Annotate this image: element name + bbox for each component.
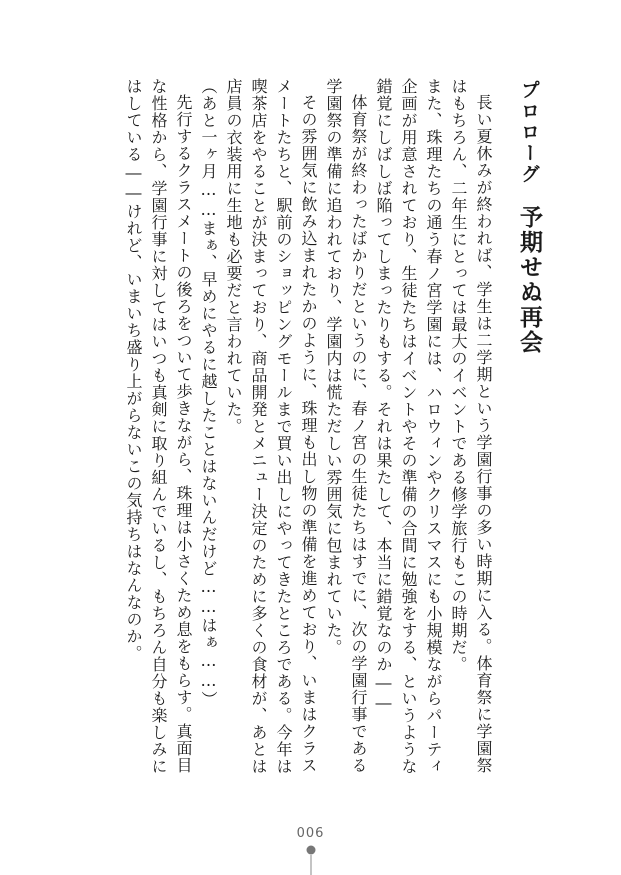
paragraph: 体育祭が終わったばかりだというのに、春ノ宮の生徒たちはすでに、次の学園行事である学園祭の準備に追われており、学園内は慌ただしい雰囲気に包まれていた。 [324,78,368,774]
paragraph: また、珠理たちの通う春ノ宮学園には、ハロウィンやクリスマスにも小規模ながらパーティ企画が用意されており、生徒たちはイベントやその準備の合間に勉強をする、というような錯覚にしばしば陥ってしまったりもする。それは果たして、本当に錯覚なのか―― [374,78,443,775]
paragraph: その雰囲気に飲み込まれたかのように、珠理も出し物の準備を進めており、いまはクラスメートたちと、駅前のショッピングモールまで買い出しにやってきたところである。今年は喫茶店をやることが決まっており、商品開発とメニュー決定のために多くの食材が、あとは店員の衣装用に生地も必要だと言われていた。 [224,78,318,775]
page-ornament-icon [303,842,319,875]
body-text [124,78,496,778]
chapter-title: 予期せぬ再会 [516,205,543,355]
paragraph: （あと一ヶ月……まぁ、早めにやるに越したことはないんだけど……はぁ……） [199,78,218,708]
paragraph: 長い夏休みが終われば、学生は二学期という学園行事の多い時期に入る。体育祭に学園祭はもちろん、二年生にとっては最大のイベントである修学旅行もこの時期だ。 [449,78,493,774]
paragraph: 先行するクラスメートの後ろをついて歩きながら、珠理は小さくため息をもらす。真面目な性格から、学園行事に対してはいつも真剣に取り組んでいるし、もちろん自分も楽しみにはしている――けれど、いまいち盛り上がらないこの気持ちはなんなのか。 [124,78,193,775]
page-number: 006 [296,826,325,841]
chapter-heading [506,80,546,400]
chapter-label: プロローグ [518,80,540,185]
